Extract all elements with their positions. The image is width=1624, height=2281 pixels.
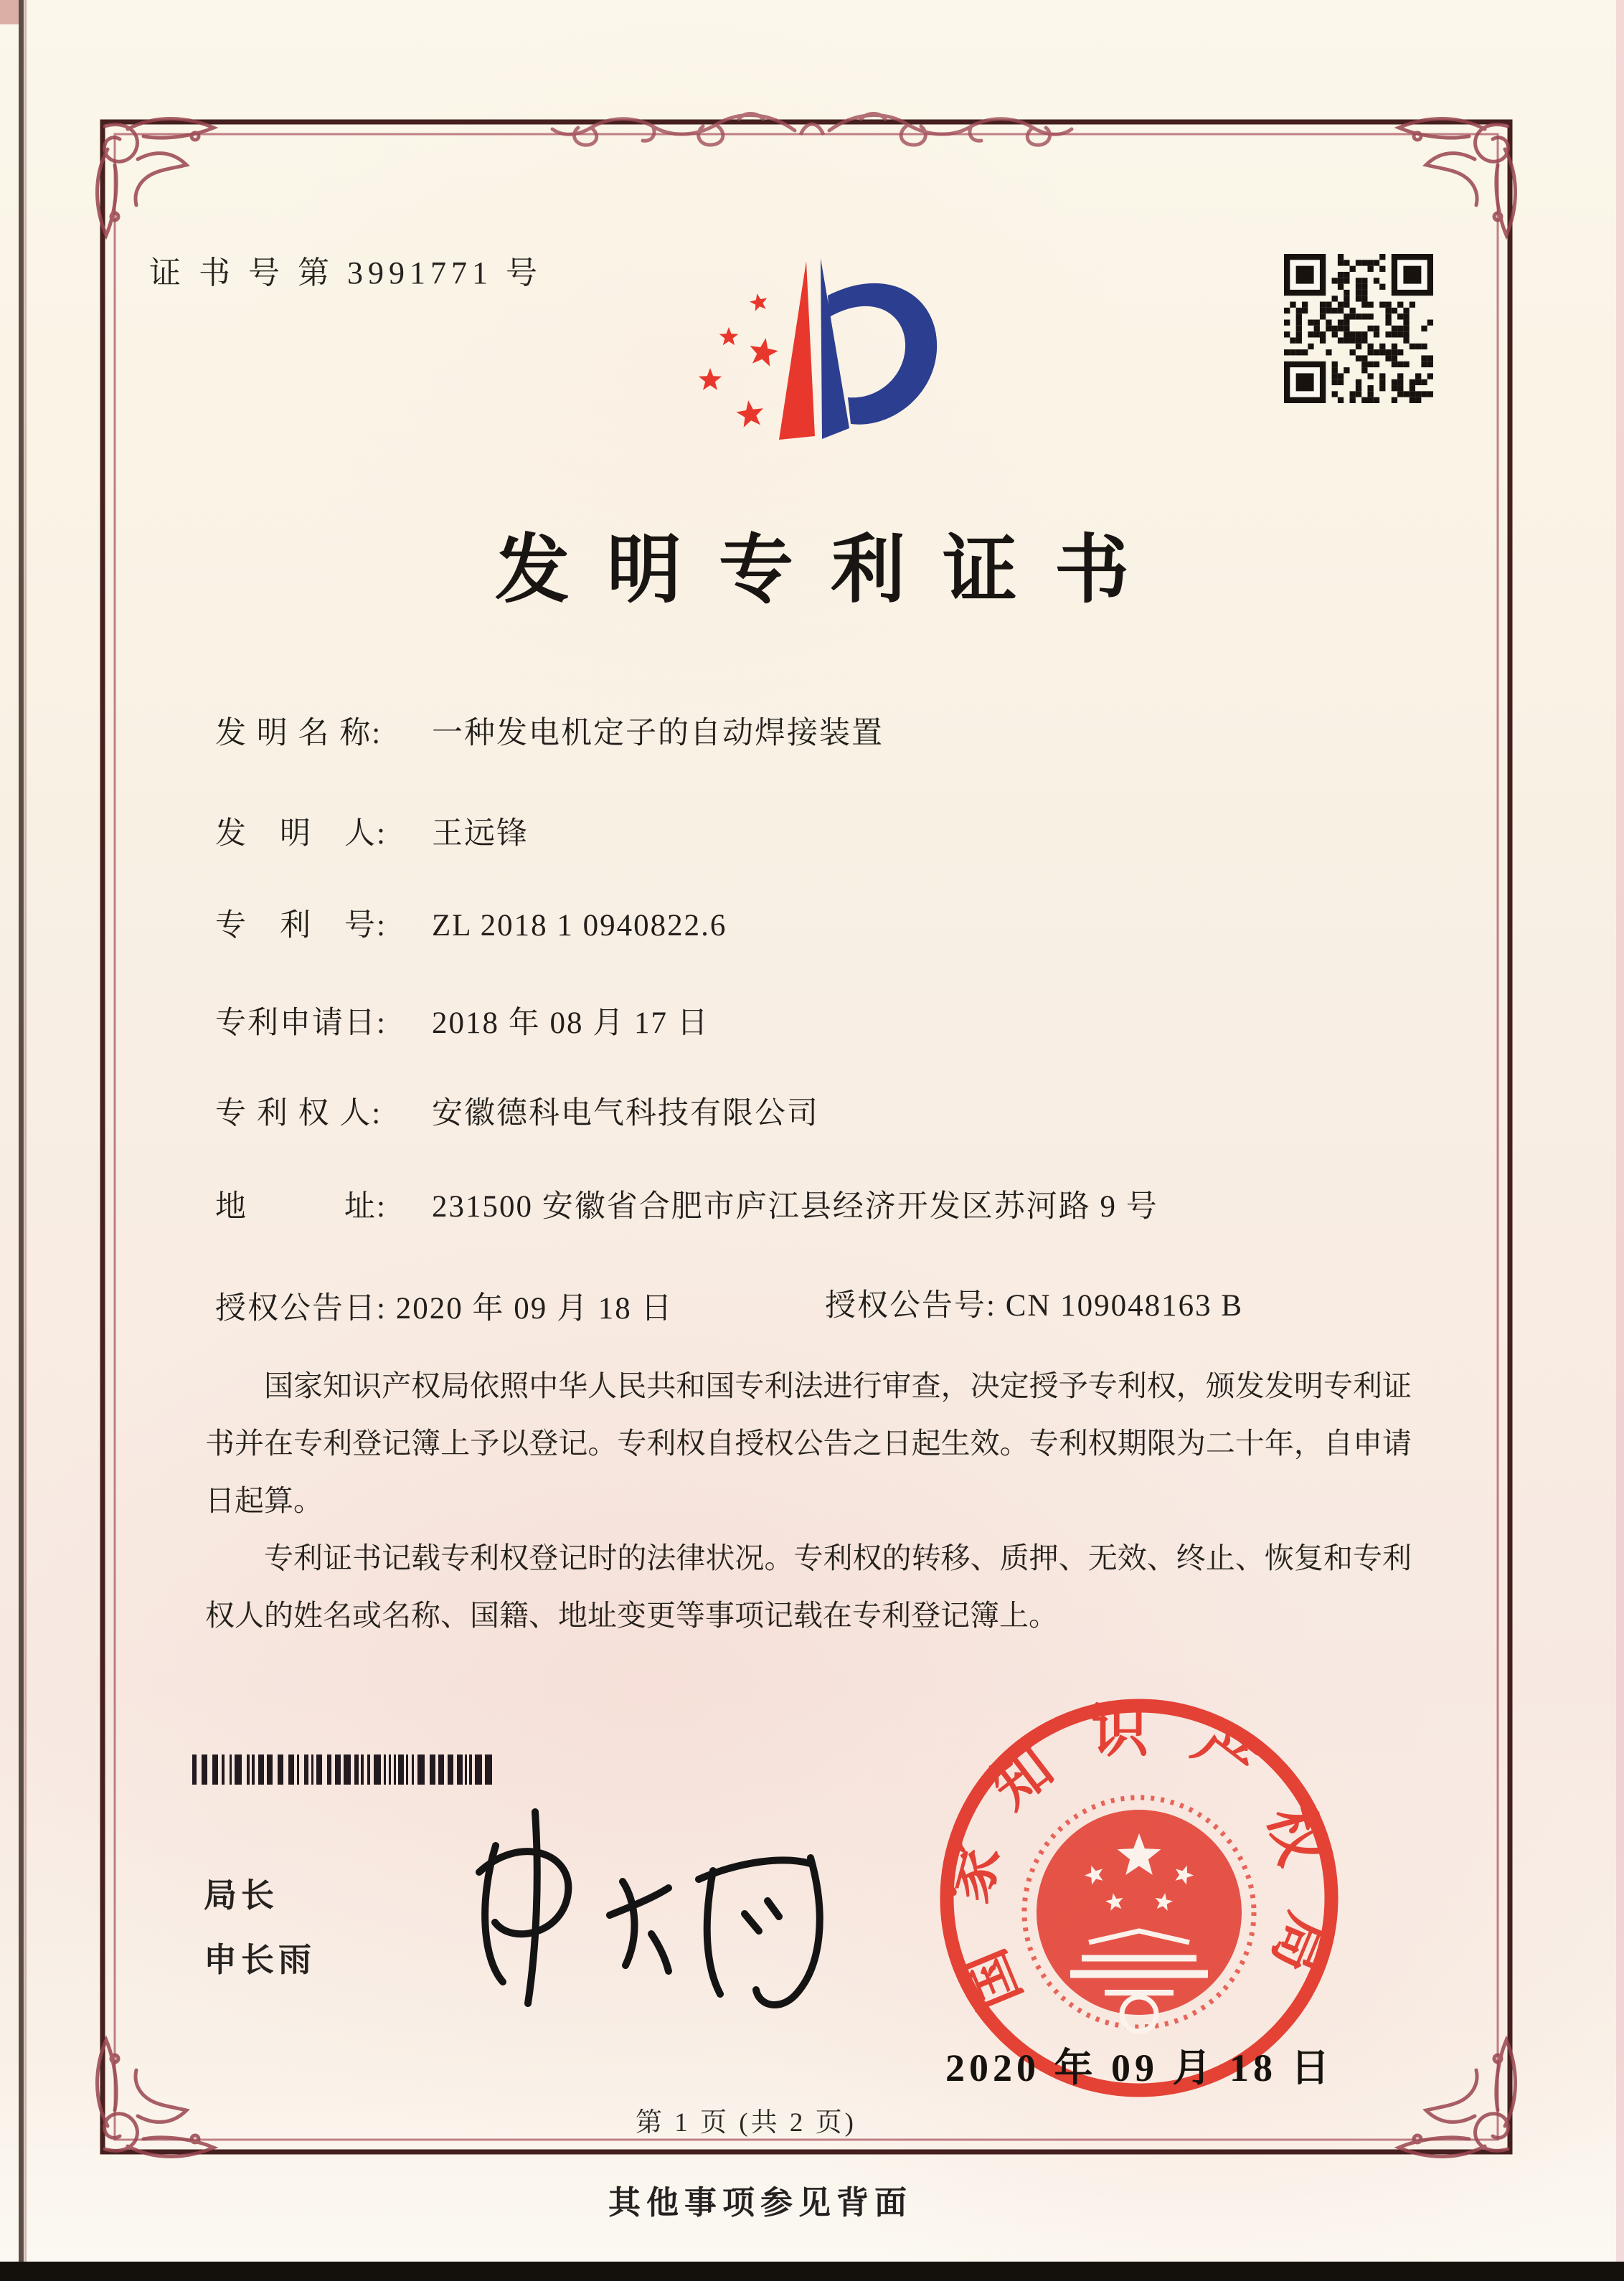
field-label: 专 利 号: [215, 909, 387, 943]
grant-date-label: 授权公告日: [215, 1292, 387, 1326]
body-paragraph-2: 专利证书记载专利权登记时的法律状况。专利权的转移、质押、无效、终止、恢复和专利权人的姓名或名称、国籍、地址变更等事项记载在专利登记簿上。 [205, 1541, 1412, 1632]
legal-body-text [205, 1357, 1412, 1644]
field-value: 2018 年 08 月 17 日 [432, 1006, 709, 1040]
field-value: 231500 安徽省合肥市庐江县经济开发区苏河路 9 号 [432, 1190, 1158, 1224]
field-row-address [215, 1182, 1158, 1226]
qr-code-icon [1284, 254, 1433, 403]
field-label: 专 利 权 人: [215, 1097, 382, 1130]
logo-blue-stem [821, 258, 849, 439]
scan-corner-mark [0, 0, 19, 24]
seal-date: 2020 年 09 月 18 日 [945, 2046, 1334, 2089]
director-name: 申长雨 [204, 1941, 316, 1978]
page-indicator: 第 1 页 (共 2 页) [636, 2108, 856, 2138]
barcode-icon [192, 1755, 496, 1785]
grant-number-row [825, 1281, 1243, 1325]
field-row-filing-date [215, 998, 709, 1042]
national-emblem-icon [1024, 1798, 1254, 2031]
field-label: 发 明 名 称: [215, 717, 382, 750]
certificate-number: 证 书 号 第 3991771 号 [149, 255, 542, 291]
field-row-patentee [215, 1089, 819, 1133]
grant-number-label: 授权公告号: [825, 1289, 996, 1323]
field-label: 专利申请日: [215, 1006, 387, 1040]
grant-date-value: 2020 年 09 月 18 日 [395, 1292, 674, 1326]
field-value: 安徽德科电气科技有限公司 [432, 1097, 819, 1130]
field-label: 地 址: [215, 1190, 387, 1224]
director-title-label: 局长 [204, 1876, 278, 1914]
body-paragraph-1: 国家知识产权局依照中华人民共和国专利法进行审查，决定授予专利权，颁发发明专利证书并在专利登记簿上予以登记。专利权自授权公告之日起生效。专利权期限为二十年，自申请日起算。 [205, 1369, 1412, 1517]
grant-date-row [215, 1284, 673, 1328]
seal-ring-text-path: 国家知识产权局 [935, 1700, 1343, 2018]
field-value: 王远锋 [432, 817, 529, 851]
logo-red-wedge [779, 261, 815, 440]
grant-number-value: CN 109048163 B [1005, 1289, 1244, 1323]
field-row-invention-name [215, 709, 884, 752]
back-note: 其他事项参见背面 [608, 2185, 912, 2221]
top-center-ornament [552, 114, 1072, 146]
field-row-patent-number [215, 901, 727, 945]
field-row-inventor [215, 809, 529, 853]
patent-office-logo-icon [687, 251, 945, 452]
field-value: ZL 2018 1 0940822.6 [432, 909, 727, 943]
field-label: 发 明 人: [215, 817, 387, 851]
scan-edge-right [1616, 0, 1624, 2281]
field-value: 一种发电机定子的自动焊接装置 [432, 717, 884, 750]
certificate-title: 发明专利证书 [494, 529, 1166, 612]
scan-edge-left [19, 0, 24, 2281]
scan-edge-left-tint [24, 0, 27, 2281]
scan-edge-bottom [0, 2262, 1624, 2281]
handwritten-signature-icon [435, 1792, 879, 2029]
